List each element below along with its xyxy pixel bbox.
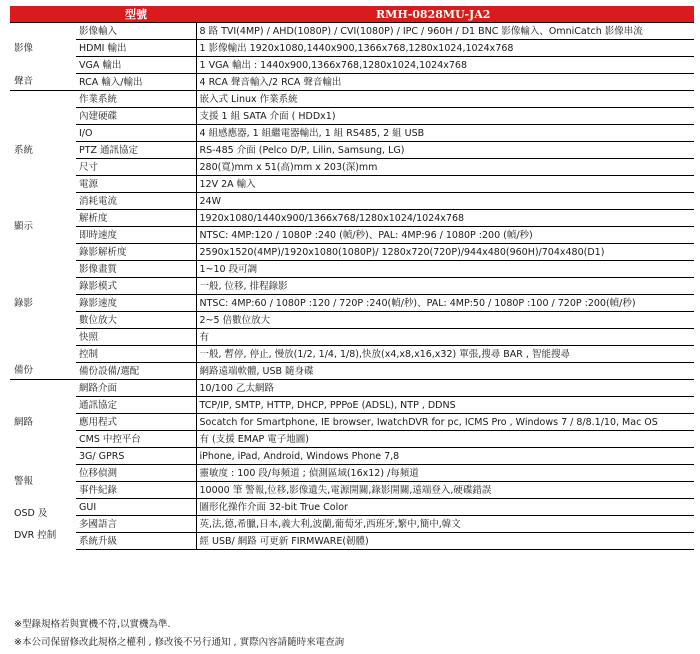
spec-row	[10, 278, 694, 295]
footnote-1: ※型錄規格若與實機不符,以實機為準.	[14, 619, 171, 630]
footnote-2: ※本公司保留修改此規格之權利 , 修改後不另行通知 , 實際內容請隨時來電查詢	[14, 637, 345, 648]
spec-row	[10, 533, 694, 550]
spec-value: iPhone, iPad, Android, Windows Phone 7,8	[196, 448, 694, 465]
group-label-line: OSD 及	[14, 507, 48, 519]
spec-row	[10, 295, 694, 312]
spec-label: 位移偵測	[76, 465, 196, 482]
spec-row	[10, 108, 694, 125]
spec-row	[10, 74, 694, 91]
spec-row	[10, 57, 694, 74]
header-blank-cell	[10, 6, 76, 23]
spec-value: 有 (支援 EMAP 電子地圖)	[196, 431, 694, 448]
group-label: 網路	[14, 416, 34, 428]
spec-row	[10, 414, 694, 431]
spec-value: 一般, 暫停, 停止, 慢放(1/2, 1/4, 1/8),快放(x4,x8,x16,x32) 單張,搜尋 BAR , 智能搜尋	[196, 346, 694, 363]
spec-value: 1920x1080/1440x900/1366x768/1280x1024/1024x768	[196, 210, 694, 227]
spec-value: 24W	[196, 193, 694, 210]
spec-row	[10, 159, 694, 176]
spec-label: 事件紀錄	[76, 482, 196, 499]
spec-label: 錄影解析度	[76, 244, 196, 261]
group-label: 警報	[14, 476, 34, 487]
group-label	[10, 499, 76, 550]
spec-label: 備份設備/選配	[76, 363, 196, 380]
spec-value: 靈敏度 : 100 段/每頻道 ; 偵測區域(16x12) /每頻道	[196, 465, 694, 482]
spec-label: 尺寸	[76, 159, 196, 176]
spec-value: 1 影像輸出 1920x1080,1440x900,1366x768,1280x1024,1024x768	[196, 40, 694, 57]
spec-value: NTSC: 4MP:120 / 1080P :240 (幀/秒)、PAL: 4MP:96 / 1080P :200 (幀/秒)	[196, 227, 694, 244]
group-label: 顯示	[14, 221, 34, 232]
spec-label: 數位放大	[76, 312, 196, 329]
spec-row	[10, 23, 694, 40]
spec-label: 作業系統	[76, 91, 196, 108]
spec-row	[10, 431, 694, 448]
spec-row	[10, 261, 694, 278]
spec-value: 網路遠端軟體, USB 隨身碟	[196, 363, 694, 380]
spec-row	[10, 176, 694, 193]
spec-label: 消耗電流	[76, 193, 196, 210]
spec-value: 2590x1520(4MP)/1920x1080(1080P)/ 1280x720(720P)/944x480(960H)/704x480(D1)	[196, 244, 694, 261]
spec-label: GUI	[76, 499, 196, 516]
spec-row	[10, 227, 694, 244]
spec-row	[10, 397, 694, 414]
spec-label: 內建硬碟	[76, 108, 196, 125]
spec-label: 影像輸入	[76, 23, 196, 40]
spec-label: 多國語言	[76, 516, 196, 533]
spec-label: 控制	[76, 346, 196, 363]
spec-table	[10, 6, 694, 550]
spec-value: 嵌入式 Linux 作業系統	[196, 91, 694, 108]
spec-label: 系統升級	[76, 533, 196, 550]
group-label: 聲音	[10, 74, 76, 91]
spec-label: 影像畫質	[76, 261, 196, 278]
spec-value: 10000 筆 警報,位移,影像遺失,電源開關,錄影開關,遠端登入,硬碟錯誤	[196, 482, 694, 499]
spec-row	[10, 465, 694, 482]
spec-value: RS-485 介面 (Pelco D/P, Lilin, Samsung, LG)	[196, 142, 694, 159]
spec-row	[10, 40, 694, 57]
spec-row	[10, 193, 694, 210]
spec-label: 3G/ GPRS	[76, 448, 196, 465]
spec-value: 圖形化操作介面 32-bit True Color	[196, 499, 694, 516]
spec-label: I/O	[76, 125, 196, 142]
spec-value: 4 組感應器, 1 組繼電器輸出, 1 組 RS485, 2 組 USB	[196, 125, 694, 142]
group-label: 備份	[10, 363, 76, 380]
spec-row	[10, 516, 694, 533]
group-label-line: DVR 控制	[14, 529, 57, 541]
spec-value: 1 VGA 輸出 : 1440x900,1366x768,1280x1024,1024x768	[196, 57, 694, 74]
spec-label: PTZ 通訊協定	[76, 142, 196, 159]
spec-value: 4 RCA 聲音輸入/2 RCA 聲音輸出	[196, 74, 694, 91]
header-row	[10, 6, 694, 23]
spec-row	[10, 312, 694, 329]
group-label: 錄影	[14, 297, 34, 309]
spec-row	[10, 448, 694, 465]
spec-value: 支援 1 組 SATA 介面 ( HDDx1)	[196, 108, 694, 125]
spec-value: 一般, 位移, 排程錄影	[196, 278, 694, 295]
spec-label: 錄影模式	[76, 278, 196, 295]
spec-label: CMS 中控平台	[76, 431, 196, 448]
spec-table-body	[10, 6, 694, 550]
spec-row	[10, 380, 694, 397]
spec-value: 10/100 乙太網路	[196, 380, 694, 397]
spec-value: 英,法,德,希臘,日本,義大利,波蘭,葡萄牙,西班牙,繁中,簡中,韓文	[196, 516, 694, 533]
header-model-label: 型號	[76, 6, 196, 23]
spec-value: 2~5 倍數位放大	[196, 312, 694, 329]
header-model-value: RMH-0828MU-JA2	[196, 6, 694, 23]
spec-row	[10, 482, 694, 499]
group-label: 系統	[14, 144, 34, 156]
spec-row	[10, 125, 694, 142]
spec-label: VGA 輸出	[76, 57, 196, 74]
spec-row	[10, 329, 694, 346]
spec-label: 電源	[76, 176, 196, 193]
spec-value: Socatch for Smartphone, IE browser, IwatchDVR for pc, ICMS Pro , Windows 7 / 8/8.1/10, Mac OS	[196, 414, 694, 431]
spec-row	[10, 346, 694, 363]
spec-value: 有	[196, 329, 694, 346]
spec-row	[10, 210, 694, 227]
spec-label: 網路介面	[76, 380, 196, 397]
spec-row	[10, 499, 694, 516]
spec-row	[10, 142, 694, 159]
spec-label: 即時速度	[76, 227, 196, 244]
spec-row	[10, 244, 694, 261]
spec-row	[10, 363, 694, 380]
spec-label: 應用程式	[76, 414, 196, 431]
spec-value: 8 路 TVI(4MP) / AHD(1080P) / CVI(1080P) / IPC / 960H / D1 BNC 影像輸入、OmniCatch 影像串流	[196, 23, 694, 40]
spec-label: 快照	[76, 329, 196, 346]
spec-value: 280(寬)mm x 51(高)mm x 203(深)mm	[196, 159, 694, 176]
spec-value: 經 USB/ 網路 可更新 FIRMWARE(韌體)	[196, 533, 694, 550]
spec-row	[10, 91, 694, 108]
group-label: 影像	[14, 42, 34, 54]
spec-value: 1~10 段可調	[196, 261, 694, 278]
spec-label: RCA 輸入/輸出	[76, 74, 196, 91]
spec-value: 12V 2A 輸入	[196, 176, 694, 193]
spec-label: 通訊協定	[76, 397, 196, 414]
spec-label: 解析度	[76, 210, 196, 227]
spec-label: 錄影速度	[76, 295, 196, 312]
spec-value: TCP/IP, SMTP, HTTP, DHCP, PPPoE (ADSL), NTP , DDNS	[196, 397, 694, 414]
spec-value: NTSC: 4MP:60 / 1080P :120 / 720P :240(幀/秒)、PAL: 4MP:50 / 1080P :100 / 720P :200(幀/秒)	[196, 295, 694, 312]
spec-label: HDMI 輸出	[76, 40, 196, 57]
